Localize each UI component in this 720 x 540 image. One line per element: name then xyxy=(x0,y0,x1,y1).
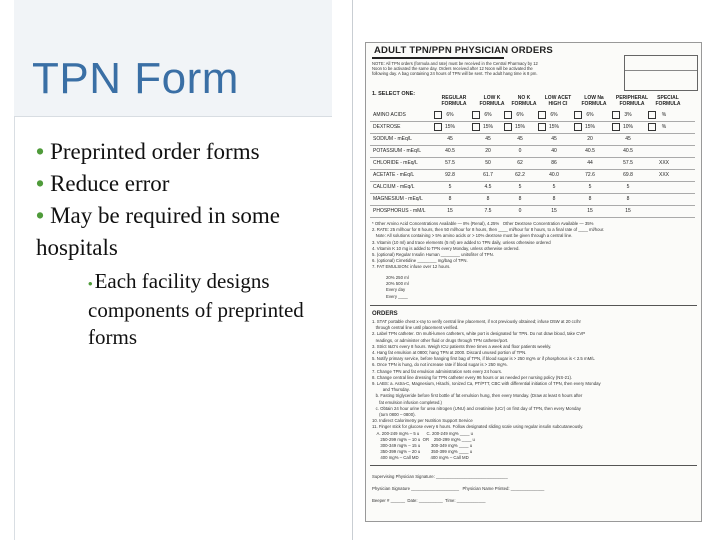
order-line: A. 200-249 mg% – 5 u C. 200-249 mg% ____ u xyxy=(372,430,474,436)
formula-value: 86 xyxy=(551,160,557,166)
formula-row-label: PHOSPHORUS - mM/L xyxy=(373,208,426,214)
formula-value: 72.6 xyxy=(585,172,595,178)
signature-block xyxy=(372,471,694,507)
formula-value: 45 xyxy=(447,136,453,142)
orders-list xyxy=(372,319,694,462)
formula-value: 40.5 xyxy=(623,148,633,154)
rate-instruction-line: Note: All solutions containing > 5% amino acids or > 10% dextrose must be given through a central line. xyxy=(372,233,573,239)
bullet-dot-icon: • xyxy=(36,171,45,196)
formula-column-header: LOW ACET HIGH CI xyxy=(544,95,572,107)
formula-value: 6% xyxy=(550,112,558,118)
rate-instruction-line: 4. Vitamin K 10 mg is added to TPN every Monday, unless otherwise ordered. xyxy=(372,245,520,251)
slide-title: TPN Form xyxy=(32,54,239,103)
formula-value: 6% xyxy=(516,112,524,118)
rate-instruction-line: 3. Vitamin (10 ml) and trace elements (5 ml) are added to TPN daily, unless otherwise ordered xyxy=(372,239,551,245)
fat-option-line: Every day xyxy=(386,287,406,293)
order-line: b. Fasting triglyceride before first bottle of fat emulsion hung, then every Monday. (Draw at least 6 hours after xyxy=(372,393,583,399)
checkbox-icon[interactable] xyxy=(472,123,480,131)
formula-value: 45 xyxy=(485,136,491,142)
checkbox-icon[interactable] xyxy=(472,111,480,119)
orders-title: ORDERS xyxy=(372,311,398,317)
checkbox-icon[interactable] xyxy=(504,111,512,119)
formula-value: 7.5 xyxy=(484,208,492,214)
rate-instruction-line: * Other Amino Acid Concentrations Available — 8% (Renal), 4.25% Other Dextrose Concentration Available — 35% xyxy=(372,221,594,226)
formula-value: 15 xyxy=(587,208,593,214)
formula-row-label: MAGNESIUM - mEq/L xyxy=(373,196,423,202)
signature-line: Beeper # ______ Date: __________ Time: ____________ xyxy=(372,498,486,503)
bullet-dot-icon: • xyxy=(36,203,45,228)
checkbox-icon[interactable] xyxy=(574,111,582,119)
formula-value: 62.2 xyxy=(515,172,525,178)
formula-value: 8 xyxy=(518,196,522,202)
bullet-dot-icon: • xyxy=(36,139,45,164)
formula-value: 15% xyxy=(548,124,559,130)
formula-row-label: CHLORIDE - mEq/L xyxy=(373,160,418,166)
formula-value: 8 xyxy=(552,196,556,202)
order-line: 5. Notify primary service, before hanging first bag of TPN, if blood sugar is > 250 mg% or if phosphorus is < 2.5 mM/L xyxy=(372,356,595,362)
order-line: 8. Change central line dressing for TPN catheter every 96 hours or as needed per nursing policy (NS-21). xyxy=(372,374,573,380)
bullet-list xyxy=(36,136,336,264)
rate-instructions xyxy=(372,221,694,271)
form-title-rule xyxy=(372,57,504,59)
formula-value: 15 xyxy=(625,208,631,214)
order-line: 9. LABS: a. Astra-C, Magnesium, Hitachi, Ionized Ca, PT/PTT, CBC with differential initiation of TPN, then every Monday xyxy=(372,381,601,387)
formula-column-header: LOW Na FORMULA xyxy=(581,95,607,107)
checkbox-icon[interactable] xyxy=(434,123,442,131)
formula-value: 44 xyxy=(587,160,593,166)
order-line: 2. Label TPN catheter. On multi-lumen catheters, white port is designated for TPN. Do not draw blood, take CVP xyxy=(372,331,586,337)
checkbox-icon[interactable] xyxy=(612,111,620,119)
formula-value: XXX xyxy=(658,172,669,178)
formula-value: 15% xyxy=(514,124,525,130)
formula-value: 5 xyxy=(518,184,522,190)
formula-value: 10% xyxy=(622,124,633,130)
checkbox-icon[interactable] xyxy=(434,111,442,119)
order-line: 300-349 mg% – 15 u 300-349 mg% ____ u xyxy=(372,443,473,449)
checkbox-icon[interactable] xyxy=(504,123,512,131)
checkbox-icon[interactable] xyxy=(574,123,582,131)
signature-line: Physician Signature ____________________ Physician Name Printed: ______________ xyxy=(372,486,545,491)
formula-value: 15 xyxy=(447,208,453,214)
formula-value: 69.8 xyxy=(623,172,633,178)
formula-column-header: SPECIAL FORMULA xyxy=(655,95,681,107)
checkbox-icon[interactable] xyxy=(648,111,656,119)
formula-row-label: SODIUM - mEq/L xyxy=(373,136,412,142)
order-line: 6. Once TPN is hung, do not increase rate if blood sugar is > 250 mg%. xyxy=(372,362,508,368)
formula-row xyxy=(370,205,695,218)
formula-value: 61.7 xyxy=(483,172,493,178)
checkbox-icon[interactable] xyxy=(538,111,546,119)
signature-line: Supervising Physician Signature: ______________________________ xyxy=(372,474,508,479)
patient-label-divider xyxy=(625,70,697,71)
formula-value: 50 xyxy=(485,160,491,166)
formula-value: 8 xyxy=(486,196,490,202)
fat-option-line: Every ____ xyxy=(386,293,408,299)
formula-row-label: POTASSIUM - mEq/L xyxy=(373,148,421,154)
formula-value: XXX xyxy=(658,160,669,166)
formula-value: 6% xyxy=(484,112,492,118)
formula-row-label: AMINO ACIDS xyxy=(373,112,406,118)
formula-value: 40.0 xyxy=(549,172,559,178)
order-line: 7. Change TPN and fat emulsion administration sets every 24 hours. xyxy=(372,368,503,374)
rate-instruction-line: 7. FAT EMULSION: infuse over 12 hours. xyxy=(372,264,451,270)
formula-value: 8 xyxy=(588,196,592,202)
rate-instruction-line: 6. (optional) Cimetidine ________ mg/bag of TPN. xyxy=(372,258,468,264)
formula-value: 8 xyxy=(626,196,630,202)
formula-column-header: PERIPHERAL FORMULA xyxy=(615,95,649,107)
formula-value: 20 xyxy=(587,136,593,142)
formula-row-label: ACETATE - mEq/L xyxy=(373,172,415,178)
formula-value: 5 xyxy=(626,184,630,190)
formula-value: 40.5 xyxy=(445,148,455,154)
order-line: fat emulsion infusion completed.) xyxy=(372,399,442,405)
formula-value: % xyxy=(661,112,667,118)
formula-value: 5 xyxy=(552,184,556,190)
formula-value: 4.5 xyxy=(484,184,492,190)
fat-emulsion-options xyxy=(386,275,702,300)
formula-value: 45 xyxy=(517,136,523,142)
formula-value: 15% xyxy=(482,124,493,130)
sub-bullet: •Each facility designs components of preprinted forms xyxy=(88,269,304,349)
patient-label-box xyxy=(624,55,698,91)
formula-value: % xyxy=(661,124,667,130)
formula-value: 15 xyxy=(551,208,557,214)
formula-value: 6% xyxy=(586,112,594,118)
fat-option-line: 20% 500 ml xyxy=(386,281,409,287)
checkbox-icon[interactable] xyxy=(538,123,546,131)
select-one-label: 1. SELECT ONE: xyxy=(372,91,416,97)
formula-value: 45 xyxy=(625,136,631,142)
form-title: ADULT TPN/PPN PHYSICIAN ORDERS xyxy=(374,45,553,56)
formula-value: 40 xyxy=(551,148,557,154)
fat-option-line: 20% 250 ml xyxy=(386,275,409,280)
formula-value: 92.8 xyxy=(445,172,455,178)
checkbox-icon[interactable] xyxy=(612,123,620,131)
formula-column-header: NO K FORMULA xyxy=(511,95,537,107)
formula-column-header: LOW K FORMULA xyxy=(479,95,505,107)
formula-value: 5 xyxy=(588,184,592,190)
signature-rule xyxy=(370,465,697,466)
sub-bullet-dot-icon: • xyxy=(88,275,93,291)
orders-rule xyxy=(370,305,697,306)
checkbox-icon[interactable] xyxy=(648,123,656,131)
formula-column-header: REGULAR FORMULA xyxy=(441,95,467,107)
formula-value: 15% xyxy=(584,124,595,130)
formula-row-label: DEXTROSE xyxy=(373,124,401,130)
order-line: c. Obtain 24 hour urine for urea nitrogen (UNU) and creatinine (UCr) on first day of TPN, then every Monday xyxy=(372,405,581,411)
formula-value: 62 xyxy=(517,160,523,166)
order-line: 11. Finger stick for glucose every 6 hours. Follow designated sliding scale using regular insulin subcutaneously. xyxy=(372,424,584,430)
tpn-order-form-image xyxy=(365,42,702,522)
order-line: readings, or administer other fluid or drugs through TPN catheter/port. xyxy=(372,337,509,343)
formula-value: 15% xyxy=(444,124,455,130)
order-line: 1. STAT portable chest x-ray to verify central line placement, if not previously obtained; infuse D5W at 20 cc/hr xyxy=(372,319,581,324)
bullet-item: • Reduce error xyxy=(36,171,170,196)
order-line: 250-299 mg% – 10 u OR 250-299 mg% ____ u xyxy=(372,436,475,442)
rate-instruction-line: 5. (optional) Regular Insulin Human ________ units/liter of TPN. xyxy=(372,252,494,258)
slide-left-border xyxy=(0,0,15,540)
order-line: 400 mg% – Call MD 400 mg% – Call MD xyxy=(372,455,469,461)
formula-value: 8 xyxy=(448,196,452,202)
formula-value: 0 xyxy=(518,148,522,154)
formula-value: 57.5 xyxy=(623,160,633,166)
formula-value: 40.5 xyxy=(585,148,595,154)
order-line: 10. Indirect Calorimetry per Nutrition Support Service xyxy=(372,418,473,424)
content-divider xyxy=(352,0,353,540)
order-line: (turn 0800 – 0800). xyxy=(372,412,416,418)
formula-value: 6% xyxy=(446,112,454,118)
order-line: 350-399 mg% – 20 u 350-399 mg% ____ u xyxy=(372,449,473,455)
order-line: 3. Strict I&O's every 8 hours. Weigh ICU patients three times a week and floor patients weekly. xyxy=(372,343,552,349)
order-line: through central line until placement verified. xyxy=(372,325,459,331)
formula-row-label: CALCIUM - mEq/L xyxy=(373,184,415,190)
bullet-item: • Preprinted order forms xyxy=(36,139,260,164)
rate-instruction-line: 2. RATE: 25 ml/hour for 8 hours, then 50 ml/hour for 8 hours, then ____ ml/hour for 8 hours, to a final rate of ____ ml/hour. xyxy=(372,227,605,233)
order-line: and Thursday. xyxy=(372,387,410,393)
order-line: 4. Hang fat emulsion at 0800; hang TPN at 2000. Discard unused portion of TPN. xyxy=(372,350,527,356)
formula-value: 20 xyxy=(485,148,491,154)
formula-value: 57.5 xyxy=(445,160,455,166)
formula-value: 45 xyxy=(551,136,557,142)
bullet-item: • May be required in some hospitals xyxy=(36,203,280,260)
form-note: NOTE: All TPN orders (formula and rate) must be received in the Central Pharmacy by 12 Noon to be activated the same day. Orders received after 12 Noon will be activated the following day. A bag containing 24 hours of TPN will be sent. The adult hang time is 8 pm. xyxy=(372,61,538,76)
formula-value: 3% xyxy=(624,112,632,118)
formula-value: 5 xyxy=(448,184,452,190)
formula-value: 0 xyxy=(518,208,522,214)
